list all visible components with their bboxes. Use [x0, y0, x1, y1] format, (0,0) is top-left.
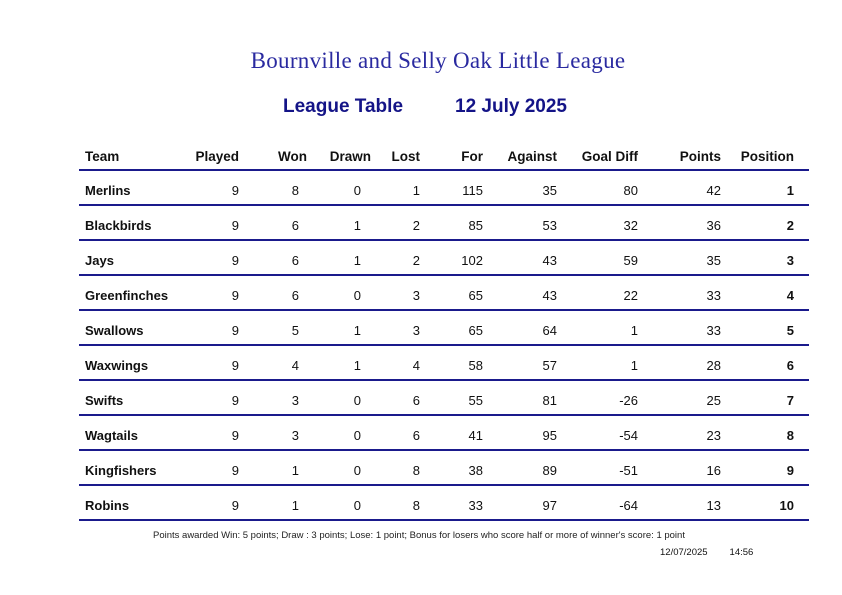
team-cell: Robins — [85, 498, 130, 513]
table-row — [79, 311, 809, 346]
team-cell: Jays — [85, 253, 114, 268]
against-cell: 43 — [542, 288, 557, 303]
played-cell: 9 — [231, 393, 239, 408]
col-for: For — [461, 149, 483, 164]
points-cell: 35 — [706, 253, 721, 268]
points-cell: 33 — [706, 288, 721, 303]
col-against: Against — [507, 149, 557, 164]
table-row — [79, 276, 809, 311]
position-cell: 9 — [786, 463, 794, 478]
table-row — [79, 486, 809, 521]
won-cell: 8 — [291, 183, 299, 198]
drawn-cell: 0 — [353, 498, 361, 513]
table-row — [79, 451, 809, 486]
print-date: 12/07/2025 — [660, 547, 708, 558]
position-cell: 8 — [786, 428, 794, 443]
goal-diff-cell: -54 — [619, 428, 638, 443]
drawn-cell: 0 — [353, 288, 361, 303]
played-cell: 9 — [231, 218, 239, 233]
position-cell: 3 — [786, 253, 794, 268]
col-goal-diff: Goal Diff — [581, 149, 638, 164]
lost-cell: 1 — [412, 183, 420, 198]
team-cell: Wagtails — [85, 428, 138, 443]
points-cell: 13 — [706, 498, 721, 513]
table-row — [79, 416, 809, 451]
goal-diff-cell: 59 — [623, 253, 638, 268]
position-cell: 7 — [786, 393, 794, 408]
goal-diff-cell: 1 — [630, 358, 638, 373]
drawn-cell: 0 — [353, 183, 361, 198]
drawn-cell: 1 — [353, 323, 361, 338]
subtitle-date: 12 July 2025 — [455, 96, 567, 117]
team-cell: Waxwings — [85, 358, 149, 373]
league-table — [79, 145, 809, 521]
col-drawn: Drawn — [329, 149, 371, 164]
col-team: Team — [85, 149, 120, 164]
position-cell: 1 — [786, 183, 794, 198]
col-points: Points — [679, 149, 721, 164]
position-cell: 5 — [786, 323, 794, 338]
lost-cell: 8 — [412, 498, 420, 513]
drawn-cell: 1 — [353, 253, 361, 268]
team-cell: Merlins — [85, 183, 131, 198]
lost-cell: 6 — [412, 428, 420, 443]
table-row — [79, 171, 809, 206]
against-cell: 64 — [542, 323, 557, 338]
points-cell: 33 — [706, 323, 721, 338]
team-cell: Greenfinches — [85, 288, 169, 303]
goal-diff-cell: -64 — [619, 498, 638, 513]
table-row — [79, 381, 809, 416]
points-cell: 42 — [706, 183, 721, 198]
for-cell: 58 — [468, 358, 483, 373]
drawn-cell: 1 — [353, 358, 361, 373]
team-cell: Swallows — [85, 323, 144, 338]
played-cell: 9 — [231, 288, 239, 303]
against-cell: 89 — [542, 463, 557, 478]
lost-cell: 3 — [412, 288, 420, 303]
position-cell: 2 — [786, 218, 794, 233]
table-row — [79, 346, 809, 381]
team-cell: Kingfishers — [85, 463, 157, 478]
points-cell: 28 — [706, 358, 721, 373]
won-cell: 1 — [291, 498, 299, 513]
for-cell: 85 — [468, 218, 483, 233]
print-time: 14:56 — [729, 547, 754, 558]
won-cell: 6 — [291, 253, 299, 268]
played-cell: 9 — [231, 253, 239, 268]
against-cell: 81 — [542, 393, 557, 408]
for-cell: 65 — [468, 288, 483, 303]
lost-cell: 6 — [412, 393, 420, 408]
played-cell: 9 — [231, 358, 239, 373]
points-cell: 16 — [706, 463, 721, 478]
against-cell: 43 — [542, 253, 557, 268]
played-cell: 9 — [231, 323, 239, 338]
league-title: Bournville and Selly Oak Little League — [250, 48, 626, 73]
for-cell: 38 — [468, 463, 483, 478]
for-cell: 41 — [468, 428, 483, 443]
for-cell: 115 — [462, 183, 483, 198]
for-cell: 65 — [468, 323, 483, 338]
won-cell: 1 — [291, 463, 299, 478]
against-cell: 97 — [542, 498, 557, 513]
played-cell: 9 — [231, 463, 239, 478]
table-row — [79, 206, 809, 241]
points-cell: 25 — [706, 393, 721, 408]
won-cell: 4 — [291, 358, 299, 373]
points-cell: 23 — [706, 428, 721, 443]
col-won: Won — [278, 149, 307, 164]
col-lost: Lost — [391, 149, 420, 164]
col-position: Position — [740, 149, 794, 164]
position-cell: 10 — [779, 498, 794, 513]
points-cell: 36 — [706, 218, 721, 233]
won-cell: 3 — [291, 428, 299, 443]
lost-cell: 8 — [412, 463, 420, 478]
played-cell: 9 — [231, 183, 239, 198]
col-played: Played — [195, 149, 239, 164]
position-cell: 4 — [786, 288, 794, 303]
goal-diff-cell: 22 — [623, 288, 638, 303]
played-cell: 9 — [231, 428, 239, 443]
goal-diff-cell: -51 — [619, 463, 638, 478]
drawn-cell: 0 — [353, 393, 361, 408]
for-cell: 102 — [461, 253, 483, 268]
position-cell: 6 — [786, 358, 794, 373]
lost-cell: 2 — [412, 253, 420, 268]
lost-cell: 3 — [412, 323, 420, 338]
against-cell: 57 — [542, 358, 557, 373]
for-cell: 55 — [468, 393, 483, 408]
against-cell: 35 — [542, 183, 557, 198]
page-subtitle — [283, 96, 567, 118]
timestamp — [660, 547, 753, 558]
subtitle-label: League Table — [283, 96, 404, 117]
team-cell: Swifts — [85, 393, 124, 408]
won-cell: 5 — [291, 323, 299, 338]
played-cell: 9 — [231, 498, 239, 513]
against-cell: 53 — [542, 218, 557, 233]
goal-diff-cell: 32 — [623, 218, 638, 233]
drawn-cell: 0 — [353, 463, 361, 478]
drawn-cell: 0 — [353, 428, 361, 443]
against-cell: 95 — [542, 428, 557, 443]
won-cell: 6 — [291, 218, 299, 233]
drawn-cell: 1 — [353, 218, 361, 233]
points-note: Points awarded Win: 5 points; Draw : 3 points; Lose: 1 point; Bonus for losers who score half or more of winner's score: 1 point — [153, 530, 685, 541]
goal-diff-cell: -26 — [619, 393, 638, 408]
for-cell: 33 — [468, 498, 483, 513]
won-cell: 6 — [291, 288, 299, 303]
won-cell: 3 — [291, 393, 299, 408]
table-header — [79, 145, 809, 171]
team-cell: Blackbirds — [85, 218, 152, 233]
lost-cell: 2 — [412, 218, 420, 233]
table-row — [79, 241, 809, 276]
lost-cell: 4 — [412, 358, 420, 373]
goal-diff-cell: 1 — [630, 323, 638, 338]
goal-diff-cell: 80 — [623, 183, 638, 198]
